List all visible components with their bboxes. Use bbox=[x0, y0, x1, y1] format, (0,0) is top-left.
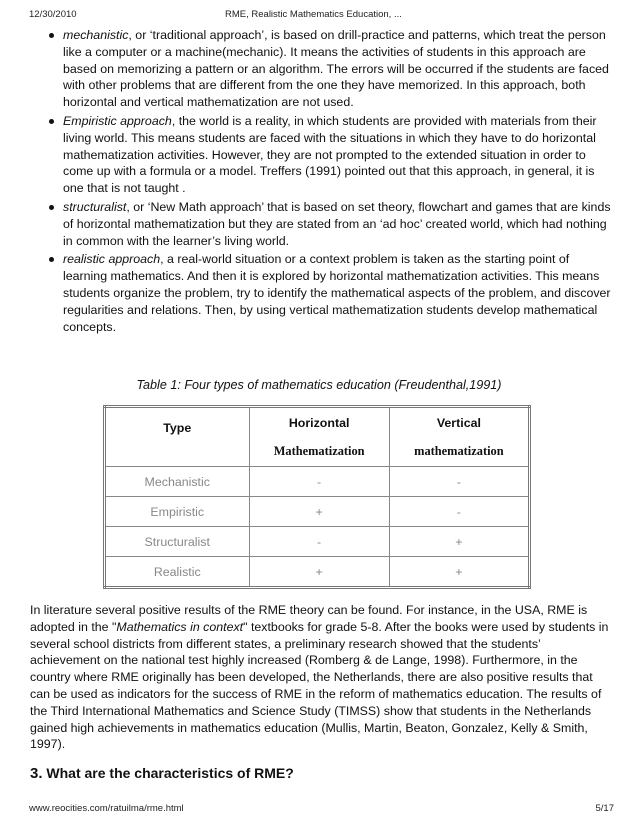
bullet-text: , the world is a reality, in which students are provided with materials from their living world. This means students are faced with the situations in which they have to do horizontal mathematization activities. However, they are not prompted to the extended situation in order to come up with a formula or a model. Treffers (1991) pointed out that this approach, in general, it is one that is not taught . bbox=[63, 113, 597, 196]
cell-type: Structuralist bbox=[105, 527, 250, 557]
cell-type: Mechanistic bbox=[105, 467, 250, 497]
table-row bbox=[105, 497, 530, 527]
list-item bbox=[30, 113, 612, 197]
list-item bbox=[30, 199, 612, 249]
header-vertical-sub: mathematization bbox=[414, 443, 504, 458]
list-item bbox=[30, 27, 612, 111]
cell-vertical: - bbox=[389, 497, 529, 527]
table-row bbox=[105, 557, 530, 588]
table-header-row bbox=[105, 407, 530, 467]
table-row bbox=[105, 527, 530, 557]
table-row bbox=[105, 467, 530, 497]
term-empiristic: Empiristic approach bbox=[63, 113, 172, 128]
header-horizontal: Horizontal bbox=[288, 415, 350, 430]
header-vertical: Vertical bbox=[436, 415, 481, 430]
paragraph-part1: In literature several positive results of the RME theory can be found. For instance, in the USA, RME is adopted in the " bbox=[30, 603, 588, 634]
term-realistic: realistic approach bbox=[63, 252, 161, 267]
types-table bbox=[103, 405, 531, 589]
cell-horizontal: - bbox=[249, 467, 389, 497]
results-paragraph bbox=[30, 602, 612, 753]
footer-url: www.reocities.com/ratuilma/rme.html bbox=[29, 803, 184, 814]
header-type-cell bbox=[105, 407, 250, 467]
bullet-text: , or ‘traditional approach’, is based on drill-practice and patterns, which treat the person like a computer or a machine(mechanic). It means the activities of students in this approach are based on memorizing a pattern or an algorithm. The errors will be occurred if the students are faced with other problems that are different from the one they have memorized. In this approach, both horizontal and vertical mathematization are not used. bbox=[63, 28, 609, 110]
paragraph-part2: " textbooks for grade 5-8. After the books were used by students in several school districts from different states, a preliminary research showed that the students’ achievement on the national test highly increased (Romberg & de Lange, 1998). Furthermore, in the country where RME originally has been developed, the Netherlands, there are also positive results that can be used as indicators for the success of RME in the reform of mathematics education. The results of the Third International Mathematics and Science Study (TIMSS) show that students in the Netherlands gained high achievements in mathematics education (Mullis, Martin, Beaton, Gonzalez, Kelly & Smith, 1997). bbox=[30, 619, 609, 752]
table-caption: Table 1: Four types of mathematics education (Freudenthal,1991) bbox=[136, 378, 502, 392]
cell-type: Realistic bbox=[105, 557, 250, 588]
section-title: What are the characteristics of RME? bbox=[46, 765, 294, 781]
cell-vertical: - bbox=[389, 467, 529, 497]
approach-list bbox=[30, 27, 612, 337]
cell-vertical: + bbox=[389, 557, 529, 588]
bullet-text: , or ‘New Math approach’ that is based on set theory, flowchart and games that are kinds of horizontal mathematization but they are stated from an ‘ad hoc’ created world, which had nothing in common with the learner’s living world. bbox=[63, 199, 611, 248]
cell-type: Empiristic bbox=[105, 497, 250, 527]
header-date: 12/30/2010 bbox=[29, 9, 77, 20]
header-title: RME, Realistic Mathematics Education, ... bbox=[225, 9, 402, 20]
cell-horizontal: + bbox=[249, 557, 389, 588]
header-type: Type bbox=[163, 421, 192, 435]
cell-horizontal: + bbox=[249, 497, 389, 527]
term-structuralist: structuralist bbox=[63, 199, 127, 214]
section-number: 3. bbox=[30, 765, 43, 782]
header-horizontal-cell bbox=[249, 407, 389, 467]
section-heading bbox=[30, 765, 294, 782]
textbook-title: Mathematics in context bbox=[116, 619, 244, 634]
header-horizontal-sub: Mathematization bbox=[273, 443, 365, 458]
list-item bbox=[30, 251, 612, 335]
cell-horizontal: - bbox=[249, 527, 389, 557]
header-vertical-cell bbox=[389, 407, 529, 467]
cell-vertical: + bbox=[389, 527, 529, 557]
term-mechanistic: mechanistic bbox=[63, 28, 129, 42]
bullet-text: , a real-world situation or a context problem is taken as the starting point of learning mathematics. And then it is explored by horizontal mathematization activities. This means students organize the problem, try to identify the mathematical aspects of the problem, and discover regularities and relations. Then, by using vertical mathematization students develop mathematical concepts. bbox=[63, 252, 611, 334]
footer-page-number: 5/17 bbox=[595, 803, 614, 814]
